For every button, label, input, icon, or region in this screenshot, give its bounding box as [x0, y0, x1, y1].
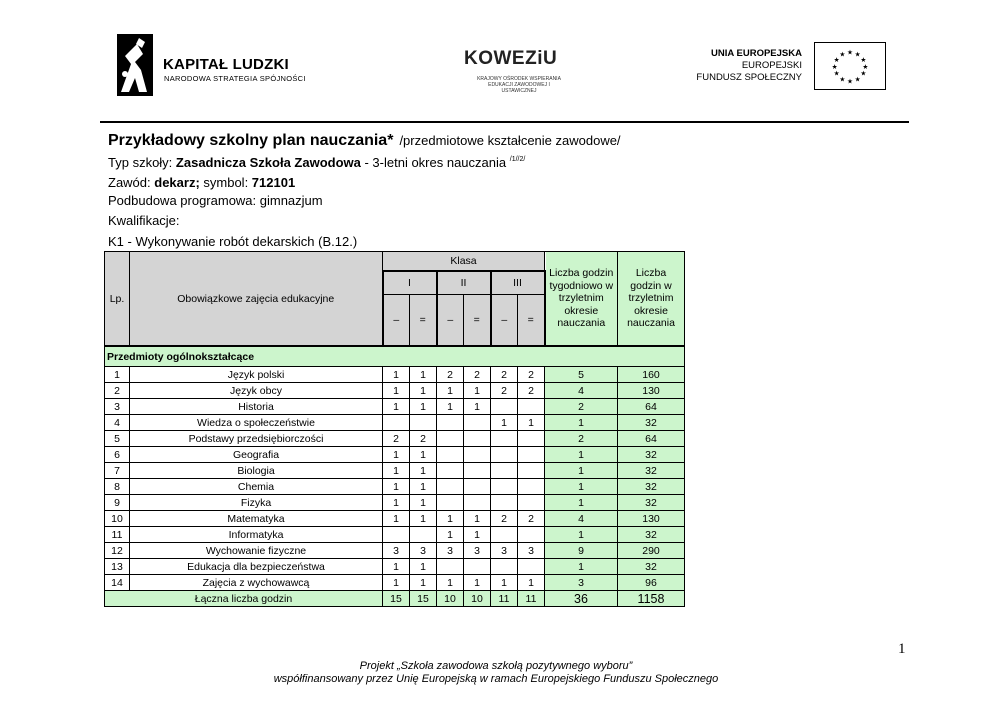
weekly-hours: 1 — [545, 463, 618, 479]
qualification-k1: K1 - Wykonywanie robót dekarskich (B.12.) — [108, 234, 358, 249]
weekly-hours: 1 — [545, 479, 618, 495]
semester-hours — [464, 415, 491, 431]
semester-hours: 2 — [491, 511, 518, 527]
total-hours: 32 — [618, 479, 685, 495]
semester-hours — [437, 415, 464, 431]
semester-hours: 2 — [437, 367, 464, 383]
semester-hours: 2 — [518, 511, 545, 527]
table-row — [105, 367, 685, 383]
totals-label: Łączna liczba godzin — [105, 591, 383, 607]
semester-hours — [464, 495, 491, 511]
semester-hours: 1 — [410, 367, 437, 383]
svg-text:★: ★ — [833, 56, 840, 65]
row-number: 11 — [105, 527, 130, 543]
semester-hours — [437, 479, 464, 495]
subject-name: Fizyka — [130, 495, 383, 511]
semester-header: – — [437, 295, 464, 347]
total-weekly: 36 — [545, 591, 618, 607]
table-row — [105, 543, 685, 559]
page-number: 1 — [898, 641, 906, 657]
semester-hours — [437, 463, 464, 479]
row-number: 4 — [105, 415, 130, 431]
semester-hours — [491, 559, 518, 575]
document-title — [108, 132, 621, 150]
semester-hours: 1 — [410, 399, 437, 415]
semester-hours — [518, 399, 545, 415]
qualifications-label: Kwalifikacje: — [108, 213, 180, 228]
semester-header: – — [383, 295, 410, 347]
subject-name: Chemia — [130, 479, 383, 495]
semester-hours: 1 — [464, 399, 491, 415]
semester-hours: 2 — [383, 431, 410, 447]
semester-hours: 2 — [410, 431, 437, 447]
semester-hours: 1 — [491, 415, 518, 431]
school-type-rest: - 3-letni okres nauczania — [360, 155, 507, 170]
table-row — [105, 559, 685, 575]
semester-hours — [437, 447, 464, 463]
total-hours: 64 — [618, 399, 685, 415]
semester-hours — [518, 559, 545, 575]
total-hours: 32 — [618, 447, 685, 463]
profession-label: Zawód: — [108, 175, 155, 190]
semester-hours: 3 — [410, 543, 437, 559]
semester-hours: 1 — [410, 495, 437, 511]
subject-name: Biologia — [130, 463, 383, 479]
svg-text:★: ★ — [847, 77, 853, 86]
class-iii-header: III — [491, 271, 545, 295]
school-type-line — [108, 155, 525, 170]
row-number: 10 — [105, 511, 130, 527]
semester-hours — [383, 415, 410, 431]
svg-text:★: ★ — [854, 50, 861, 59]
semester-hours — [491, 431, 518, 447]
semester-hours: 1 — [383, 367, 410, 383]
subjects-header: Obowiązkowe zajęcia edukacyjne — [130, 252, 383, 347]
document-title-sub: /przedmiotowe kształcenie zawodowe/ — [399, 133, 621, 148]
table-row — [105, 415, 685, 431]
total-semester: 15 — [383, 591, 410, 607]
footer-line-1: Projekt „Szkoła zawodowa szkołą pozytywnego wyboru” — [359, 660, 633, 672]
semester-hours — [410, 527, 437, 543]
subject-name: Informatyka — [130, 527, 383, 543]
header-divider — [100, 121, 909, 123]
semester-hours — [491, 463, 518, 479]
weekly-hours-header: Liczba godzin tygodniowo w trzyletnim okresie nauczania — [545, 252, 618, 347]
semester-hours — [518, 495, 545, 511]
table-row — [105, 399, 685, 415]
total-hours: 96 — [618, 575, 685, 591]
semester-hours — [464, 447, 491, 463]
total-semester: 10 — [464, 591, 491, 607]
semester-hours: 1 — [464, 575, 491, 591]
semester-hours: 3 — [437, 543, 464, 559]
semester-hours — [518, 463, 545, 479]
semester-header: = — [464, 295, 491, 347]
row-number: 8 — [105, 479, 130, 495]
semester-hours: 1 — [410, 575, 437, 591]
table-row — [105, 575, 685, 591]
semester-hours: 1 — [518, 575, 545, 591]
semester-hours: 1 — [410, 447, 437, 463]
semester-hours: 2 — [518, 383, 545, 399]
semester-hours: 1 — [437, 527, 464, 543]
semester-hours: 3 — [491, 543, 518, 559]
semester-hours: 1 — [383, 495, 410, 511]
totals-row — [105, 591, 685, 607]
eu-line-1: UNIA EUROPEJSKA — [711, 48, 802, 59]
semester-hours: 1 — [410, 511, 437, 527]
semester-hours — [437, 559, 464, 575]
semester-hours — [518, 447, 545, 463]
footer-line-2: współfinansowany przez Unię Europejską w ramach Europejskiego Funduszu Społecznego — [273, 673, 719, 685]
kapital-ludzki-title: KAPITAŁ LUDZKI — [163, 56, 289, 73]
subject-name: Zajęcia z wychowawcą — [130, 575, 383, 591]
row-number: 2 — [105, 383, 130, 399]
semester-hours: 1 — [518, 415, 545, 431]
subject-name: Geografia — [130, 447, 383, 463]
semester-hours — [464, 431, 491, 447]
row-number: 1 — [105, 367, 130, 383]
semester-hours — [437, 431, 464, 447]
semester-hours: 1 — [383, 383, 410, 399]
row-number: 5 — [105, 431, 130, 447]
section-row — [105, 346, 685, 367]
semester-hours: 1 — [383, 559, 410, 575]
svg-text:★: ★ — [831, 62, 838, 71]
row-number: 9 — [105, 495, 130, 511]
table-row — [105, 527, 685, 543]
kapital-ludzki-subtitle: NARODOWA STRATEGIA SPÓJNOŚCI — [164, 74, 306, 83]
table-row — [105, 447, 685, 463]
symbol-label: symbol: — [199, 175, 252, 190]
total-semester: 10 — [437, 591, 464, 607]
total-semester: 11 — [491, 591, 518, 607]
semester-hours — [491, 399, 518, 415]
profession-value: dekarz; — [154, 175, 200, 190]
eu-text — [696, 48, 802, 84]
document-title-main: Przykładowy szkolny plan nauczania* — [108, 132, 394, 149]
kapital-ludzki-emblem-icon — [117, 34, 153, 96]
semester-hours: 1 — [464, 527, 491, 543]
row-number: 6 — [105, 447, 130, 463]
koweziu-title: KOWEZiU — [464, 48, 558, 69]
koweziu-logo — [464, 44, 574, 92]
semester-hours: 1 — [410, 463, 437, 479]
weekly-hours: 1 — [545, 495, 618, 511]
total-hours: 290 — [618, 543, 685, 559]
row-number: 14 — [105, 575, 130, 591]
total-hours: 1158 — [618, 591, 685, 607]
semester-hours: 1 — [491, 575, 518, 591]
subject-name: Podstawy przedsiębiorczości — [130, 431, 383, 447]
total-hours: 130 — [618, 511, 685, 527]
semester-hours — [491, 527, 518, 543]
total-hours: 130 — [618, 383, 685, 399]
weekly-hours: 4 — [545, 383, 618, 399]
row-number: 13 — [105, 559, 130, 575]
semester-hours: 2 — [464, 367, 491, 383]
header-row-1 — [105, 252, 685, 272]
lp-header: Lp. — [105, 252, 130, 347]
semester-hours: 1 — [464, 511, 491, 527]
table-row — [105, 495, 685, 511]
teaching-plan-table — [104, 251, 685, 607]
footnote-ref: /1//2/ — [509, 156, 526, 163]
semester-hours: 1 — [383, 399, 410, 415]
total-hours: 32 — [618, 559, 685, 575]
semester-hours — [491, 495, 518, 511]
weekly-hours: 2 — [545, 431, 618, 447]
subject-name: Wiedza o społeczeństwie — [130, 415, 383, 431]
semester-hours — [410, 415, 437, 431]
subject-name: Edukacja dla bezpieczeństwa — [130, 559, 383, 575]
total-hours: 32 — [618, 495, 685, 511]
semester-hours: 1 — [383, 511, 410, 527]
weekly-hours: 5 — [545, 367, 618, 383]
svg-text:★: ★ — [839, 75, 846, 84]
semester-hours: 3 — [464, 543, 491, 559]
subject-name: Język obcy — [130, 383, 383, 399]
semester-hours — [518, 479, 545, 495]
semester-header: = — [410, 295, 437, 347]
row-number: 7 — [105, 463, 130, 479]
semester-hours: 2 — [518, 367, 545, 383]
semester-hours: 1 — [410, 383, 437, 399]
semester-hours: 2 — [491, 383, 518, 399]
semester-hours: 1 — [383, 463, 410, 479]
weekly-hours: 1 — [545, 559, 618, 575]
total-hours-header: Liczba godzin w trzyletnim okresie nauczania — [618, 252, 685, 347]
semester-hours: 1 — [383, 479, 410, 495]
semester-hours — [464, 559, 491, 575]
total-hours: 32 — [618, 463, 685, 479]
klasa-header: Klasa — [383, 252, 545, 272]
table-row — [105, 511, 685, 527]
svg-text:★: ★ — [862, 62, 869, 71]
semester-hours — [437, 495, 464, 511]
table-row — [105, 463, 685, 479]
table-row — [105, 431, 685, 447]
weekly-hours: 2 — [545, 399, 618, 415]
subject-name: Język polski — [130, 367, 383, 383]
semester-hours — [464, 463, 491, 479]
semester-hours: 1 — [437, 511, 464, 527]
semester-hours: 2 — [491, 367, 518, 383]
svg-text:★: ★ — [833, 69, 840, 78]
class-ii-header: II — [437, 271, 491, 295]
svg-text:★: ★ — [854, 75, 861, 84]
semester-hours: 1 — [383, 447, 410, 463]
section-general-label: Przedmioty ogólnokształcące — [105, 346, 685, 367]
profession-line — [108, 175, 295, 190]
weekly-hours: 1 — [545, 527, 618, 543]
svg-text:★: ★ — [860, 69, 867, 78]
total-semester: 11 — [518, 591, 545, 607]
semester-hours — [383, 527, 410, 543]
semester-hours — [464, 479, 491, 495]
total-hours: 160 — [618, 367, 685, 383]
class-i-header: I — [383, 271, 437, 295]
subject-name: Matematyka — [130, 511, 383, 527]
semester-hours: 1 — [437, 399, 464, 415]
svg-text:★: ★ — [847, 48, 853, 57]
total-hours: 32 — [618, 527, 685, 543]
semester-hours: 3 — [518, 543, 545, 559]
subject-name: Wychowanie fizyczne — [130, 543, 383, 559]
semester-hours: 3 — [383, 543, 410, 559]
semester-header: – — [491, 295, 518, 347]
kapital-ludzki-logo — [117, 34, 317, 98]
svg-text:★: ★ — [860, 56, 867, 65]
total-semester: 15 — [410, 591, 437, 607]
semester-hours — [491, 447, 518, 463]
koweziu-subtitle: KRAJOWY OŚRODEK WSPIERANIA EDUKACJI ZAWODOWEJ I USTAWICZNEJ — [477, 76, 561, 94]
semester-hours: 1 — [383, 575, 410, 591]
school-type-label: Typ szkoły: — [108, 155, 176, 170]
symbol-value: 712101 — [251, 175, 296, 190]
total-hours: 64 — [618, 431, 685, 447]
eu-line-3: FUNDUSZ SPOŁECZNY — [696, 72, 802, 83]
subject-name: Historia — [130, 399, 383, 415]
weekly-hours: 4 — [545, 511, 618, 527]
semester-hours: 1 — [410, 559, 437, 575]
semester-hours — [491, 479, 518, 495]
semester-hours — [518, 527, 545, 543]
row-number: 3 — [105, 399, 130, 415]
eu-logo — [690, 42, 886, 96]
basis-line: Podbudowa programowa: gimnazjum — [108, 193, 323, 208]
row-number: 12 — [105, 543, 130, 559]
weekly-hours: 1 — [545, 415, 618, 431]
plan-body — [105, 367, 685, 591]
semester-hours — [518, 431, 545, 447]
weekly-hours: 9 — [545, 543, 618, 559]
weekly-hours: 1 — [545, 447, 618, 463]
semester-hours: 1 — [464, 383, 491, 399]
school-type-value: Zasadnicza Szkoła Zawodowa — [175, 155, 361, 170]
semester-hours: 1 — [410, 479, 437, 495]
table-row — [105, 383, 685, 399]
eu-line-2: EUROPEJSKI — [741, 60, 802, 71]
semester-header: = — [518, 295, 545, 347]
semester-hours: 1 — [437, 575, 464, 591]
table-row — [105, 479, 685, 495]
svg-text:★: ★ — [839, 50, 846, 59]
semester-hours: 1 — [437, 383, 464, 399]
total-hours: 32 — [618, 415, 685, 431]
eu-flag-icon — [814, 42, 886, 90]
weekly-hours: 3 — [545, 575, 618, 591]
